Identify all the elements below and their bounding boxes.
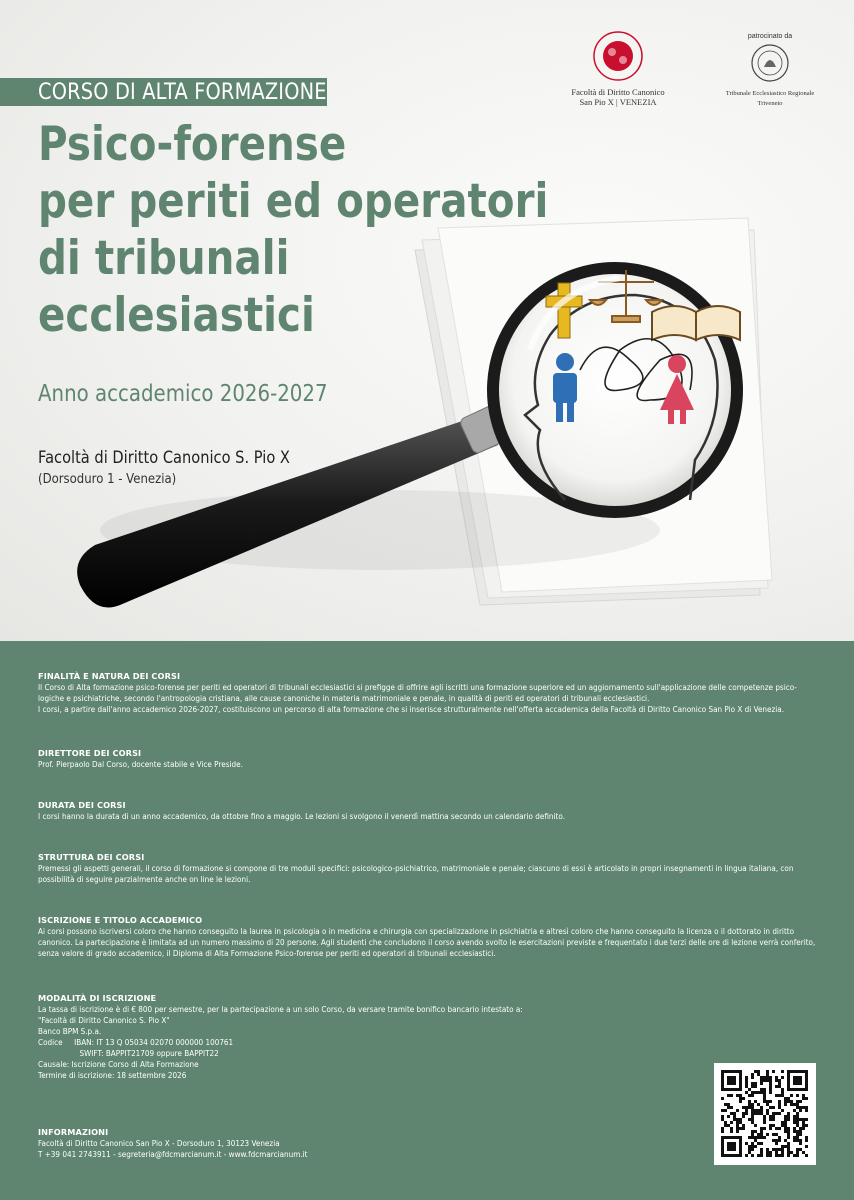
section-line: Premessi gli aspetti generali, il corso di formazione si compone di tre moduli specifici: psicologico-psichiatrico, matrimoniale e penale; ciascuno di essi è articolato in propri insegnamenti in lingua italiana, con bbox=[38, 864, 794, 873]
section-heading: MODALITÀ DI ISCRIZIONE bbox=[38, 993, 157, 1003]
section-line: "Facoltà di Diritto Canonico S. Pio X" bbox=[38, 1016, 170, 1025]
section-heading: DURATA DEI CORSI bbox=[38, 800, 126, 810]
section-line: I corsi, a partire dall'anno accademico 2026-2027, costituiscono un percorso di alta formazione che si inserisce strutturalmente nell'offerta accademica della Facoltà di Diritto Canonico San Pio X di Venezia. bbox=[38, 705, 785, 714]
section-purpose bbox=[38, 671, 828, 715]
title-line: ecclesiastici bbox=[38, 288, 315, 343]
section-line: La tassa di iscrizione è di € 800 per semestre, per la partecipazione a un solo Corso, da versare tramite bonifico bancario intestato a: bbox=[38, 1005, 523, 1014]
section-info bbox=[38, 1127, 828, 1160]
title-line: Psico-forense bbox=[38, 117, 347, 172]
contact-address: Facoltà di Diritto Canonico San Pio X - Dorsoduro 1, 30123 Venezia bbox=[38, 1139, 280, 1148]
section-line: Causale: Iscrizione Corso di Alta Formazione bbox=[38, 1060, 199, 1069]
section-heading: STRUTTURA DEI CORSI bbox=[38, 852, 145, 862]
section-duration bbox=[38, 800, 828, 822]
title-line: di tribunali bbox=[38, 231, 290, 286]
page-title bbox=[38, 116, 549, 344]
patronage-label: patrocinato da bbox=[747, 33, 793, 40]
section-line: Termine di iscrizione: 18 settembre 2026 bbox=[38, 1071, 187, 1080]
faculty-logo-caption: San Pio X | VENEZIA bbox=[579, 97, 657, 107]
section-line: SWIFT: BAPPIT21709 oppure BAPPIT22 bbox=[38, 1049, 219, 1058]
contact-line[interactable]: T +39 041 2743911 - segreteria@fdcmarcianum.it - www.fdcmarcianum.it bbox=[38, 1150, 308, 1159]
section-registration bbox=[38, 993, 828, 1081]
section-structure bbox=[38, 852, 828, 885]
tribunal-seal-icon bbox=[748, 43, 792, 83]
section-line: canonico. La partecipazione è limitata ad un numero massimo di 20 persone. Agli studenti che concludono il corso avendo svolto le esercitazioni previste e frequentato i due terzi delle ore di lezione verrà conferito, bbox=[38, 938, 816, 947]
section-line: I corsi hanno la durata di un anno accademico, da ottobre fino a maggio. Le lezioni si svolgono il venerdì mattina secondo un calendario definito. bbox=[38, 812, 566, 821]
faculty-address: (Dorsoduro 1 - Venezia) bbox=[38, 472, 177, 487]
tribunal-logo-caption: Tribunale Ecclesiastico Regionale bbox=[725, 90, 815, 97]
section-line: senza valore di grado accademico, il Diploma di Alta Formazione Psico-forense per periti ed operatori di tribunali ecclesiastici. bbox=[38, 949, 496, 958]
tribunal-logo bbox=[720, 33, 820, 108]
section-heading: DIRETTORE DEI CORSI bbox=[38, 748, 142, 758]
section-heading: INFORMAZIONI bbox=[38, 1127, 109, 1137]
section-line: Prof. Pierpaolo Dal Corso, docente stabile e Vice Preside. bbox=[38, 760, 243, 769]
section-heading: FINALITÀ E NATURA DEI CORSI bbox=[38, 671, 181, 681]
section-line: Ai corsi possono iscriversi coloro che hanno conseguito la laurea in psicologia o in medicina e chirurgia con specializzazione in psichiatria e altresì coloro che hanno conseguito la licenza o il dottorato in diritto bbox=[38, 927, 795, 936]
qr-code-icon bbox=[714, 1063, 816, 1165]
course-type-band bbox=[0, 78, 327, 106]
qr-code[interactable] bbox=[714, 1063, 816, 1165]
section-heading: ISCRIZIONE E TITOLO ACCADEMICO bbox=[38, 915, 203, 925]
section-line: Il Corso di Alta formazione psico-forense per periti ed operatori di tribunali ecclesiastici si prefigge di offrire agli iscritti una formazione superiore ed un aggiornamento sull'applicazione delle competenze psico- bbox=[38, 683, 797, 692]
faculty-logo-caption: Facoltà di Diritto Canonico bbox=[571, 87, 665, 97]
section-line: logiche e psichiatriche, secondo l'antropologia cristiana, alle cause canoniche in materia matrimoniale e penale, in qualità di periti ed operatori di tribunali ecclesiastici. bbox=[38, 694, 650, 703]
faculty-logo bbox=[566, 30, 670, 107]
faculty-name: Facoltà di Diritto Canonico S. Pio X bbox=[38, 448, 290, 468]
faculty-seal-icon bbox=[589, 30, 647, 82]
section-line: possibilità di seguire parzialmente anche on line le lezioni. bbox=[38, 875, 251, 884]
course-type: CORSO DI ALTA FORMAZIONE bbox=[38, 80, 327, 105]
section-director bbox=[38, 748, 828, 770]
section-enrollment bbox=[38, 915, 828, 959]
section-line: Codice IBAN: IT 13 Q 05034 02070 000000 100761 bbox=[38, 1038, 234, 1047]
book-icon bbox=[652, 306, 740, 340]
academic-year: Anno accademico 2026-2027 bbox=[38, 381, 328, 407]
section-line: Banco BPM S.p.a. bbox=[38, 1027, 102, 1036]
tribunal-logo-caption: Triveneto bbox=[757, 100, 783, 107]
title-line: per periti ed operatori bbox=[38, 174, 549, 229]
